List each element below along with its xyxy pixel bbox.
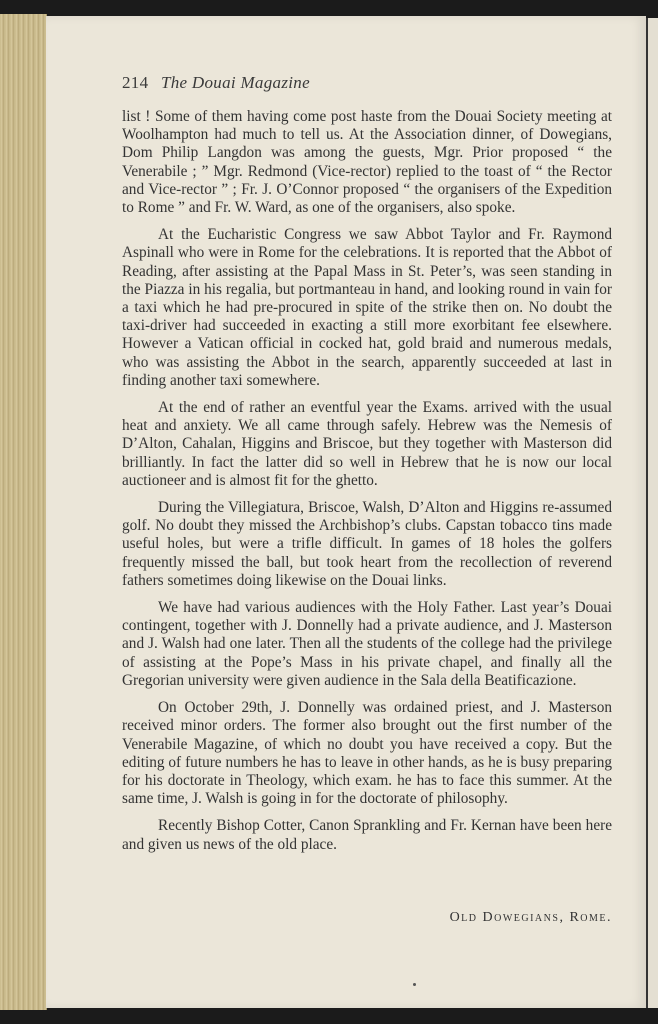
paragraph: list ! Some of them having come post haste from the Douai Society meeting at Woolhampton had much to tell us. At the Association dinner, of Dowegians, Dom Philip Langdon was among the guests, Mgr. Prior proposed “ the Venerabile ; ” Mgr. Redmond (Vice-rector) replied to the toast of “ the Rector and Vice-rector ” ; Fr. J. O’Connor proposed “ the organisers of the Expedition to Rome ” and Fr. W. Ward, as one of the organisers, also spoke. [122,108,612,217]
signature: Old Dowegians, Rome. [449,910,612,925]
paragraph: We have had various audiences with the Holy Father. Last year’s Douai contingent, together with J. Donnelly had a private audience, and J. Masterson and J. Walsh had one later. Then all the students of the college had the privilege of assisting at the Pope’s Mass in his private chapel, and finally all the Gregorian university were given audience in the Sala della Beatificazione. [122,599,612,689]
paragraph: At the end of rather an eventful year the Exams. arrived with the usual heat and anxiety. We all came through safely. Hebrew was the Nemesis of D’Alton, Cahalan, Higgins and Briscoe, but they together with Masterson did brilliantly. In fact the latter did so well in Hebrew that he is now our local auctioneer and is almost fit for the ghetto. [122,399,612,489]
page-number: 214 [122,73,149,92]
running-head [122,73,310,93]
paragraph: On October 29th, J. Donnelly was ordained priest, and J. Masterson received minor orders. The former also brought out the first number of the Venerabile Magazine, of which no doubt you have received a copy. But the editing of future numbers he has to leave in other hands, as he is busy preparing for his doctorate in Theology, which exam. he has to face this summer. At the same time, J. Walsh is going in for the doctorate of philosophy. [122,699,612,808]
paragraph: During the Villegiatura, Briscoe, Walsh, D’Alton and Higgins re-assumed golf. No doubt they missed the Archbishop’s clubs. Capstan tobacco tins made useful holes, but were a trifle difficult. In games of 18 holes the golfers frequently missed the ball, but took heart from the recollection of reverend fathers sometimes doing likewise on the Douai links. [122,499,612,589]
paragraph: At the Eucharistic Congress we saw Abbot Taylor and Fr. Raymond Aspinall who were in Rome for the celebrations. It is reported that the Abbot of Reading, after assisting at the Papal Mass in St. Peter’s, was seen standing in the Piazza in his regalia, but portmanteau in hand, and looking round in vain for a taxi which he had pre-procured in spite of the strike then on. No doubt the taxi-driver had succeeded in exacting a still more exorbitant fee elsewhere. However a Vatican official in cocked hat, gold braid and numerous medals, who was assisting the Abbot in the search, apparently succeeded at last in finding another taxi somewhere. [122,226,612,389]
facing-page-edge [646,18,658,1008]
ink-speck [413,983,416,986]
body-text [122,108,612,863]
book-page-edges [0,14,47,1010]
paragraph: Recently Bishop Cotter, Canon Sprankling and Fr. Kernan have been here and given us news of the old place. [122,817,612,853]
running-title: The Douai Magazine [160,73,310,92]
